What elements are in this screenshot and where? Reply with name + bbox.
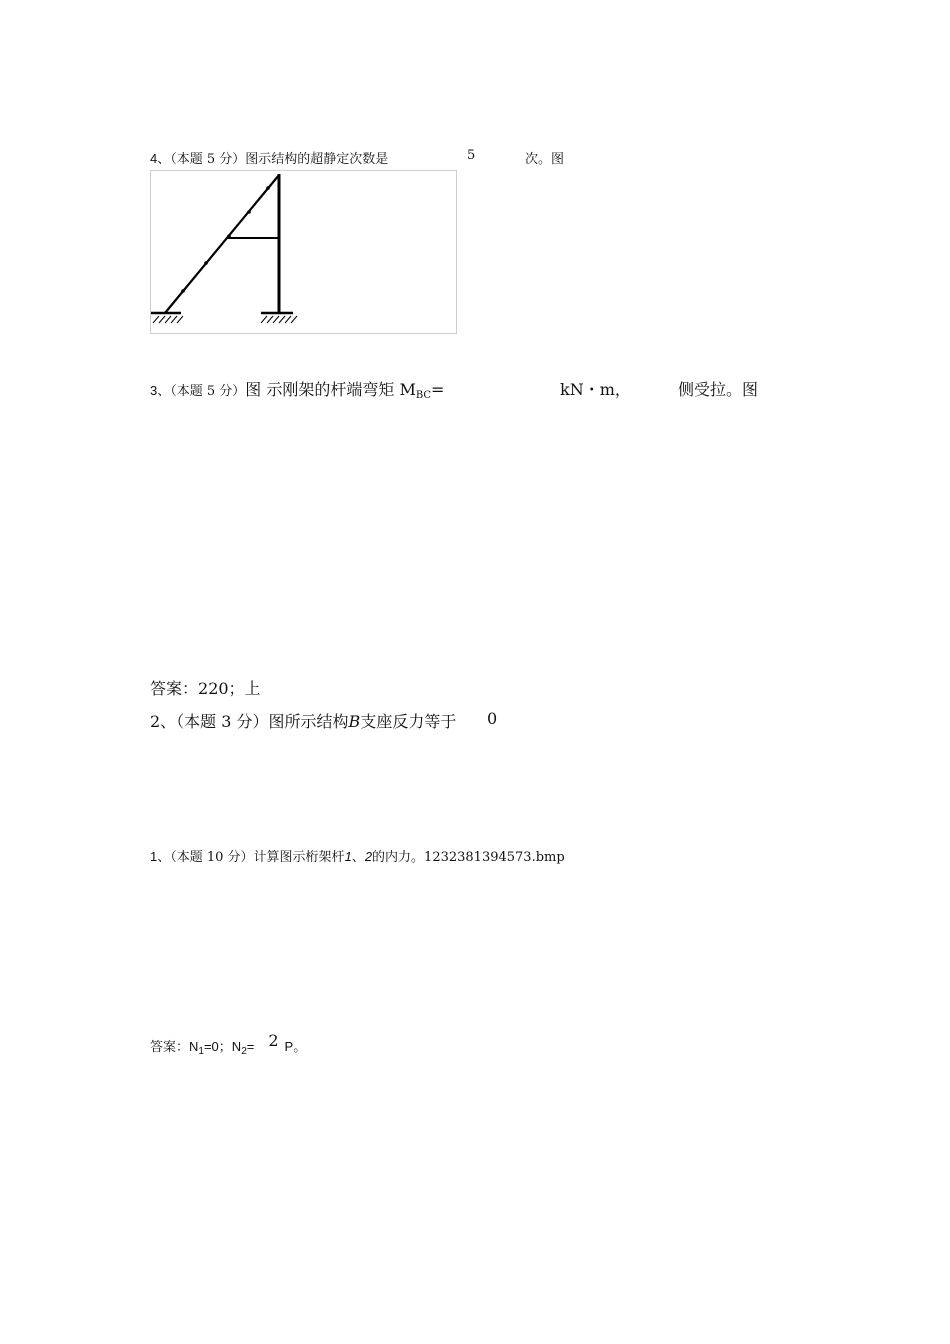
a3-line (150, 676, 261, 699)
q4-number: 4、 (150, 151, 171, 166)
a3-value: 220；上 (198, 679, 261, 698)
a1-n2: N (231, 1039, 242, 1054)
q4-structure-figure (150, 170, 457, 334)
q2-variable: B (348, 712, 361, 731)
q3-subscript: BC (415, 390, 432, 401)
q4-text: 图示结构的超静定次数是 (245, 152, 389, 167)
q2-line (150, 709, 456, 732)
q3-equals: = (431, 380, 445, 399)
a3-label: 答案： (150, 679, 199, 698)
q1-text1: 计算图示桁架杆 (253, 850, 345, 865)
q1-line (150, 846, 565, 865)
q1-member-2: 2 (364, 849, 373, 864)
a1-label: 答案： (150, 1040, 190, 1055)
q2-answer: 0 (487, 709, 498, 728)
a1-line (150, 1031, 307, 1057)
q3-unit: kN・m， (560, 380, 631, 399)
q2-tail: 支座反力等于 (360, 712, 457, 731)
a1-n1-value: =0； (203, 1039, 232, 1054)
left-fixed-support (151, 313, 183, 323)
q3-text: 图 示刚架的杆端弯矩 M (245, 380, 416, 399)
q4-answer: 5 (467, 148, 476, 163)
a1-coefficient: 2 (268, 1031, 279, 1050)
a1-n1: N (189, 1039, 199, 1054)
q1-number: 1、 (150, 849, 171, 864)
q3-line (150, 377, 444, 401)
q3-tail: 侧受拉。图 (678, 380, 759, 399)
q4-score: （本题 5 分） (170, 152, 246, 167)
a1-n1-sub: 1 (198, 1046, 204, 1057)
a1-n2-sub: 2 (241, 1046, 247, 1057)
q2-text: 2、（本题 3 分）图所示结构 (150, 712, 349, 731)
q3-number: 3、 (150, 383, 171, 398)
q4-tail: 次。图 (525, 152, 565, 167)
q3-score: （本题 5 分） (170, 384, 246, 399)
a1-n2-equals: = (246, 1039, 255, 1054)
q1-text2: 的内力。1232381394573.bmp (372, 850, 565, 865)
a1-unit: P。 (284, 1039, 307, 1054)
q4-line (150, 148, 388, 167)
q1-score: （本题 10 分） (170, 850, 254, 865)
q1-separator: 、 (351, 850, 365, 865)
right-fixed-support (261, 313, 297, 323)
q1-member-1: 1 (344, 849, 352, 864)
